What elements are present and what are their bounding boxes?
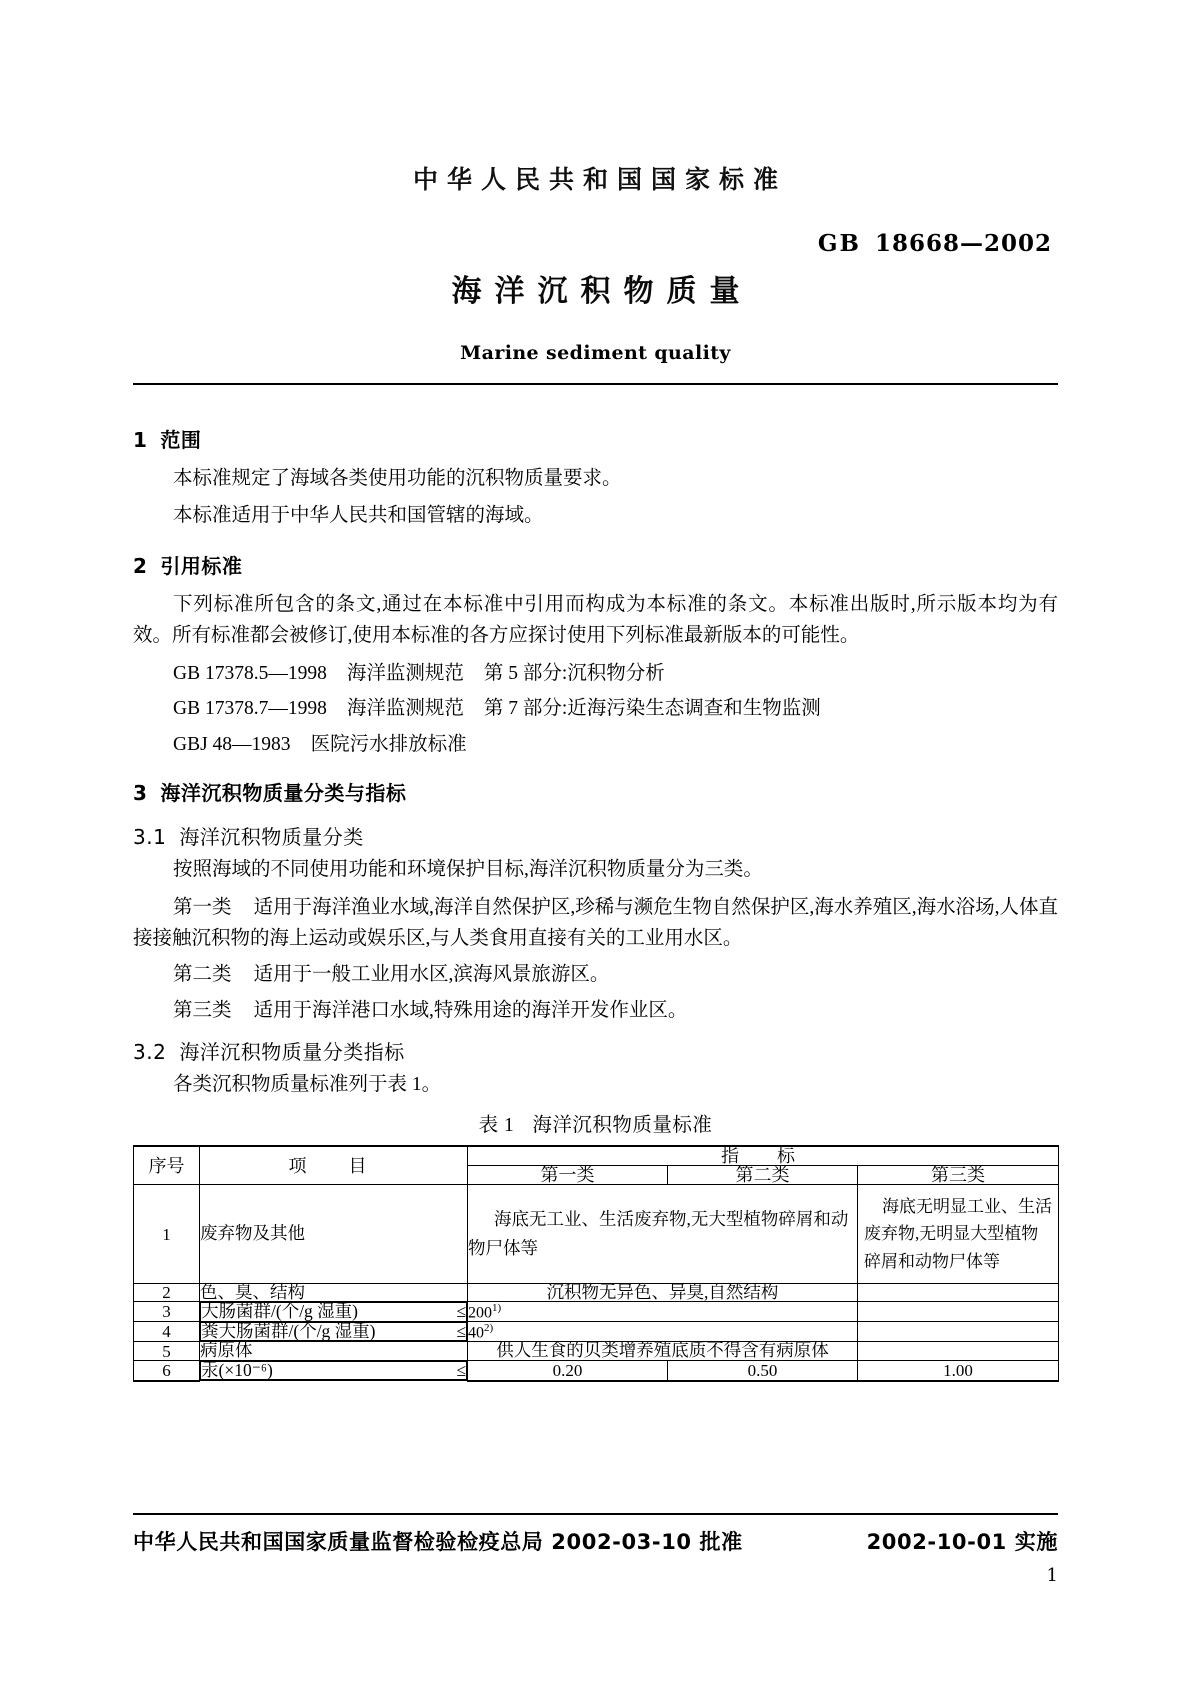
row-4-footnote-marker: 2) [484,1321,494,1334]
reference-item [133,658,1058,690]
document-header [133,160,1058,364]
row-2-value-class-1: 沉积物无异色、异臭,自然结构 [468,1283,858,1302]
page-number: 1 [1046,1565,1058,1586]
reference-code: GB 17378.5—1998 [173,662,327,684]
document-body [133,430,1058,1382]
table-header-class-1: 第一类 [468,1166,668,1185]
reference-name: 海洋监测规范 [346,698,464,720]
table-header-item: 项 目 [200,1146,468,1185]
page-title: 海洋沉积物质量 [451,274,753,309]
row-3-item-label: 大肠菌群/(个/g 湿重) [201,1301,359,1322]
row-3-value-class-3 [858,1302,1059,1322]
document-footer [133,1526,1058,1556]
page-title-english: Marine sediment quality [460,342,731,364]
reference-code: GB 17378.7—1998 [173,698,327,720]
row-4-item-label: 粪大肠菌群/(个/g 湿重) [201,1320,376,1341]
section-3-2-number: 3.2 [133,1039,167,1064]
section-heading-1 [133,430,1058,450]
section-1-title: 范围 [160,428,202,452]
section-3-1-title: 海洋沉积物质量分类 [179,824,364,849]
class-1-tag: 第一类 [173,896,232,918]
table-header-row-1 [134,1146,1059,1166]
section-1-paragraph-1: 本标准规定了海域各类使用功能的沉积物质量要求。 [173,468,622,489]
row-1-number: 1 [134,1185,200,1284]
row-5-value-class-3 [858,1342,1059,1361]
row-4-value-class-3 [858,1322,1059,1342]
section-3-title: 海洋沉积物质量分类与指标 [160,780,407,805]
table-header-class-2: 第二类 [668,1166,858,1185]
table-caption-title: 海洋沉积物质量标准 [532,1114,713,1136]
section-3-2-title: 海洋沉积物质量分类指标 [179,1039,405,1064]
table-caption-number: 表 1 [478,1114,515,1136]
section-heading-3-2 [133,1039,1058,1064]
row-6-number: 6 [134,1360,200,1381]
class-1-text: 适用于海洋渔业水域,海洋自然保护区,珍稀与濒危生物自然保护区,海水养殖区,海水浴场,人体直接接触沉积物的海上运动或娱乐区,与人类食用直接有关的工业用水区。 [133,896,1058,950]
row-3-less-equal-symbol: ≤ [456,1301,466,1322]
reference-part: 第 7 部分:近海污染生态调查和生物监测 [483,698,821,720]
row-3-value-class-1 [468,1302,858,1322]
row-4-item [200,1322,467,1342]
header-divider [133,383,1058,385]
section-3-2-paragraph-1: 各类沉积物质量标准列于表 1。 [173,1073,442,1095]
class-3-tag: 第三类 [173,1000,232,1022]
row-6-less-equal-symbol: ≤ [456,1359,466,1380]
row-3-item [200,1302,467,1322]
row-5-number: 5 [134,1342,200,1361]
table-caption [133,1116,1058,1136]
row-6-value-class-2: 0.50 [668,1360,858,1381]
footer-implementation-text: 2002‐10‐01 实施 [866,1530,1058,1554]
class-definition-3 [133,995,1058,1026]
row-3-number: 3 [134,1302,200,1322]
section-1-number: 1 [133,428,148,452]
class-2-tag: 第二类 [173,964,232,986]
section-1-paragraph-2: 本标准适用于中华人民共和国管辖的海域。 [173,505,544,527]
reference-item [133,729,1058,761]
row-1-value-class-3: 海底无明显工业、生活废弃物,无明显大型植物碎屑和动物尸体等 [858,1185,1059,1284]
reference-item [133,693,1058,725]
row-2-item: 色、臭、结构 [200,1283,468,1302]
footer-divider [133,1513,1058,1515]
section-2-title: 引用标准 [160,554,243,579]
table-row [134,1360,1059,1381]
table-header-class-3: 第三类 [858,1166,1059,1185]
national-standard-line: 中华人民共和国国家标准 [412,165,787,194]
class-definition-1 [133,892,1058,954]
table-row [134,1322,1059,1342]
row-1-value-class-1: 海底无工业、生活废弃物,无大型植物碎屑和动物尸体等 [468,1185,858,1284]
row-1-item: 废弃物及其他 [200,1185,468,1284]
row-6-value-class-3: 1.00 [858,1360,1059,1381]
table-header-indicator: 指 标 [468,1146,1059,1166]
sediment-quality-table [133,1145,1059,1382]
row-4-value-class-1 [468,1322,858,1342]
standard-number [818,230,1052,257]
row-3-footnote-marker: 1) [492,1301,502,1314]
row-5-item: 病原体 [200,1342,468,1361]
reference-name: 医院污水排放标准 [310,734,467,756]
standard-code: 18668—2002 [874,230,1052,257]
section-3-number: 3 [133,780,148,805]
standard-number-row [133,230,1058,272]
row-6-item-label: 汞(×10⁻⁶) [201,1359,273,1380]
row-6-item [200,1361,467,1382]
reference-code: GBJ 48—1983 [173,734,291,756]
reference-name: 海洋监测规范 [346,662,464,684]
table-header-seq: 序号 [134,1146,200,1185]
row-2-number: 2 [134,1283,200,1302]
section-heading-3 [133,780,1058,805]
section-3-1-paragraph-1: 按照海域的不同使用功能和环境保护目标,海洋沉积物质量分为三类。 [173,858,763,880]
table-row [134,1185,1059,1284]
footer-approval-text: 中华人民共和国国家质量监督检验检疫总局 2002‐03‐10 批准 [133,1530,743,1554]
table-row [134,1283,1059,1302]
standard-prefix: GB [817,230,861,257]
row-4-less-equal-symbol: ≤ [456,1320,466,1341]
class-definition-2 [133,959,1058,990]
class-3-text: 适用于海洋港口水域,特殊用途的海洋开发作业区。 [253,1000,688,1022]
row-3-value-number: 200 [468,1304,492,1322]
class-2-text: 适用于一般工业用水区,滨海风景旅游区。 [253,964,610,986]
row-4-number: 4 [134,1322,200,1342]
reference-part: 第 5 部分:沉积物分析 [483,662,665,684]
section-2-paragraph-1: 下列标准所包含的条文,通过在本标准中引用而构成为本标准的条文。本标准出版时,所示版本均为有效。所有标准都会被修订,使用本标准的各方应探讨使用下列标准最新版本的可能性。 [133,594,1058,646]
section-2-number: 2 [133,554,148,579]
row-5-value-class-1: 供人生食的贝类增养殖底质不得含有病原体 [468,1342,858,1361]
table-row [134,1342,1059,1361]
table-row [134,1302,1059,1322]
row-2-value-class-3 [858,1283,1059,1302]
section-heading-2 [133,554,1058,579]
section-3-1-number: 3.1 [133,824,167,849]
row-4-value-number: 40 [468,1324,484,1342]
section-heading-3-1 [133,824,1058,849]
row-6-value-class-1: 0.20 [468,1360,668,1381]
